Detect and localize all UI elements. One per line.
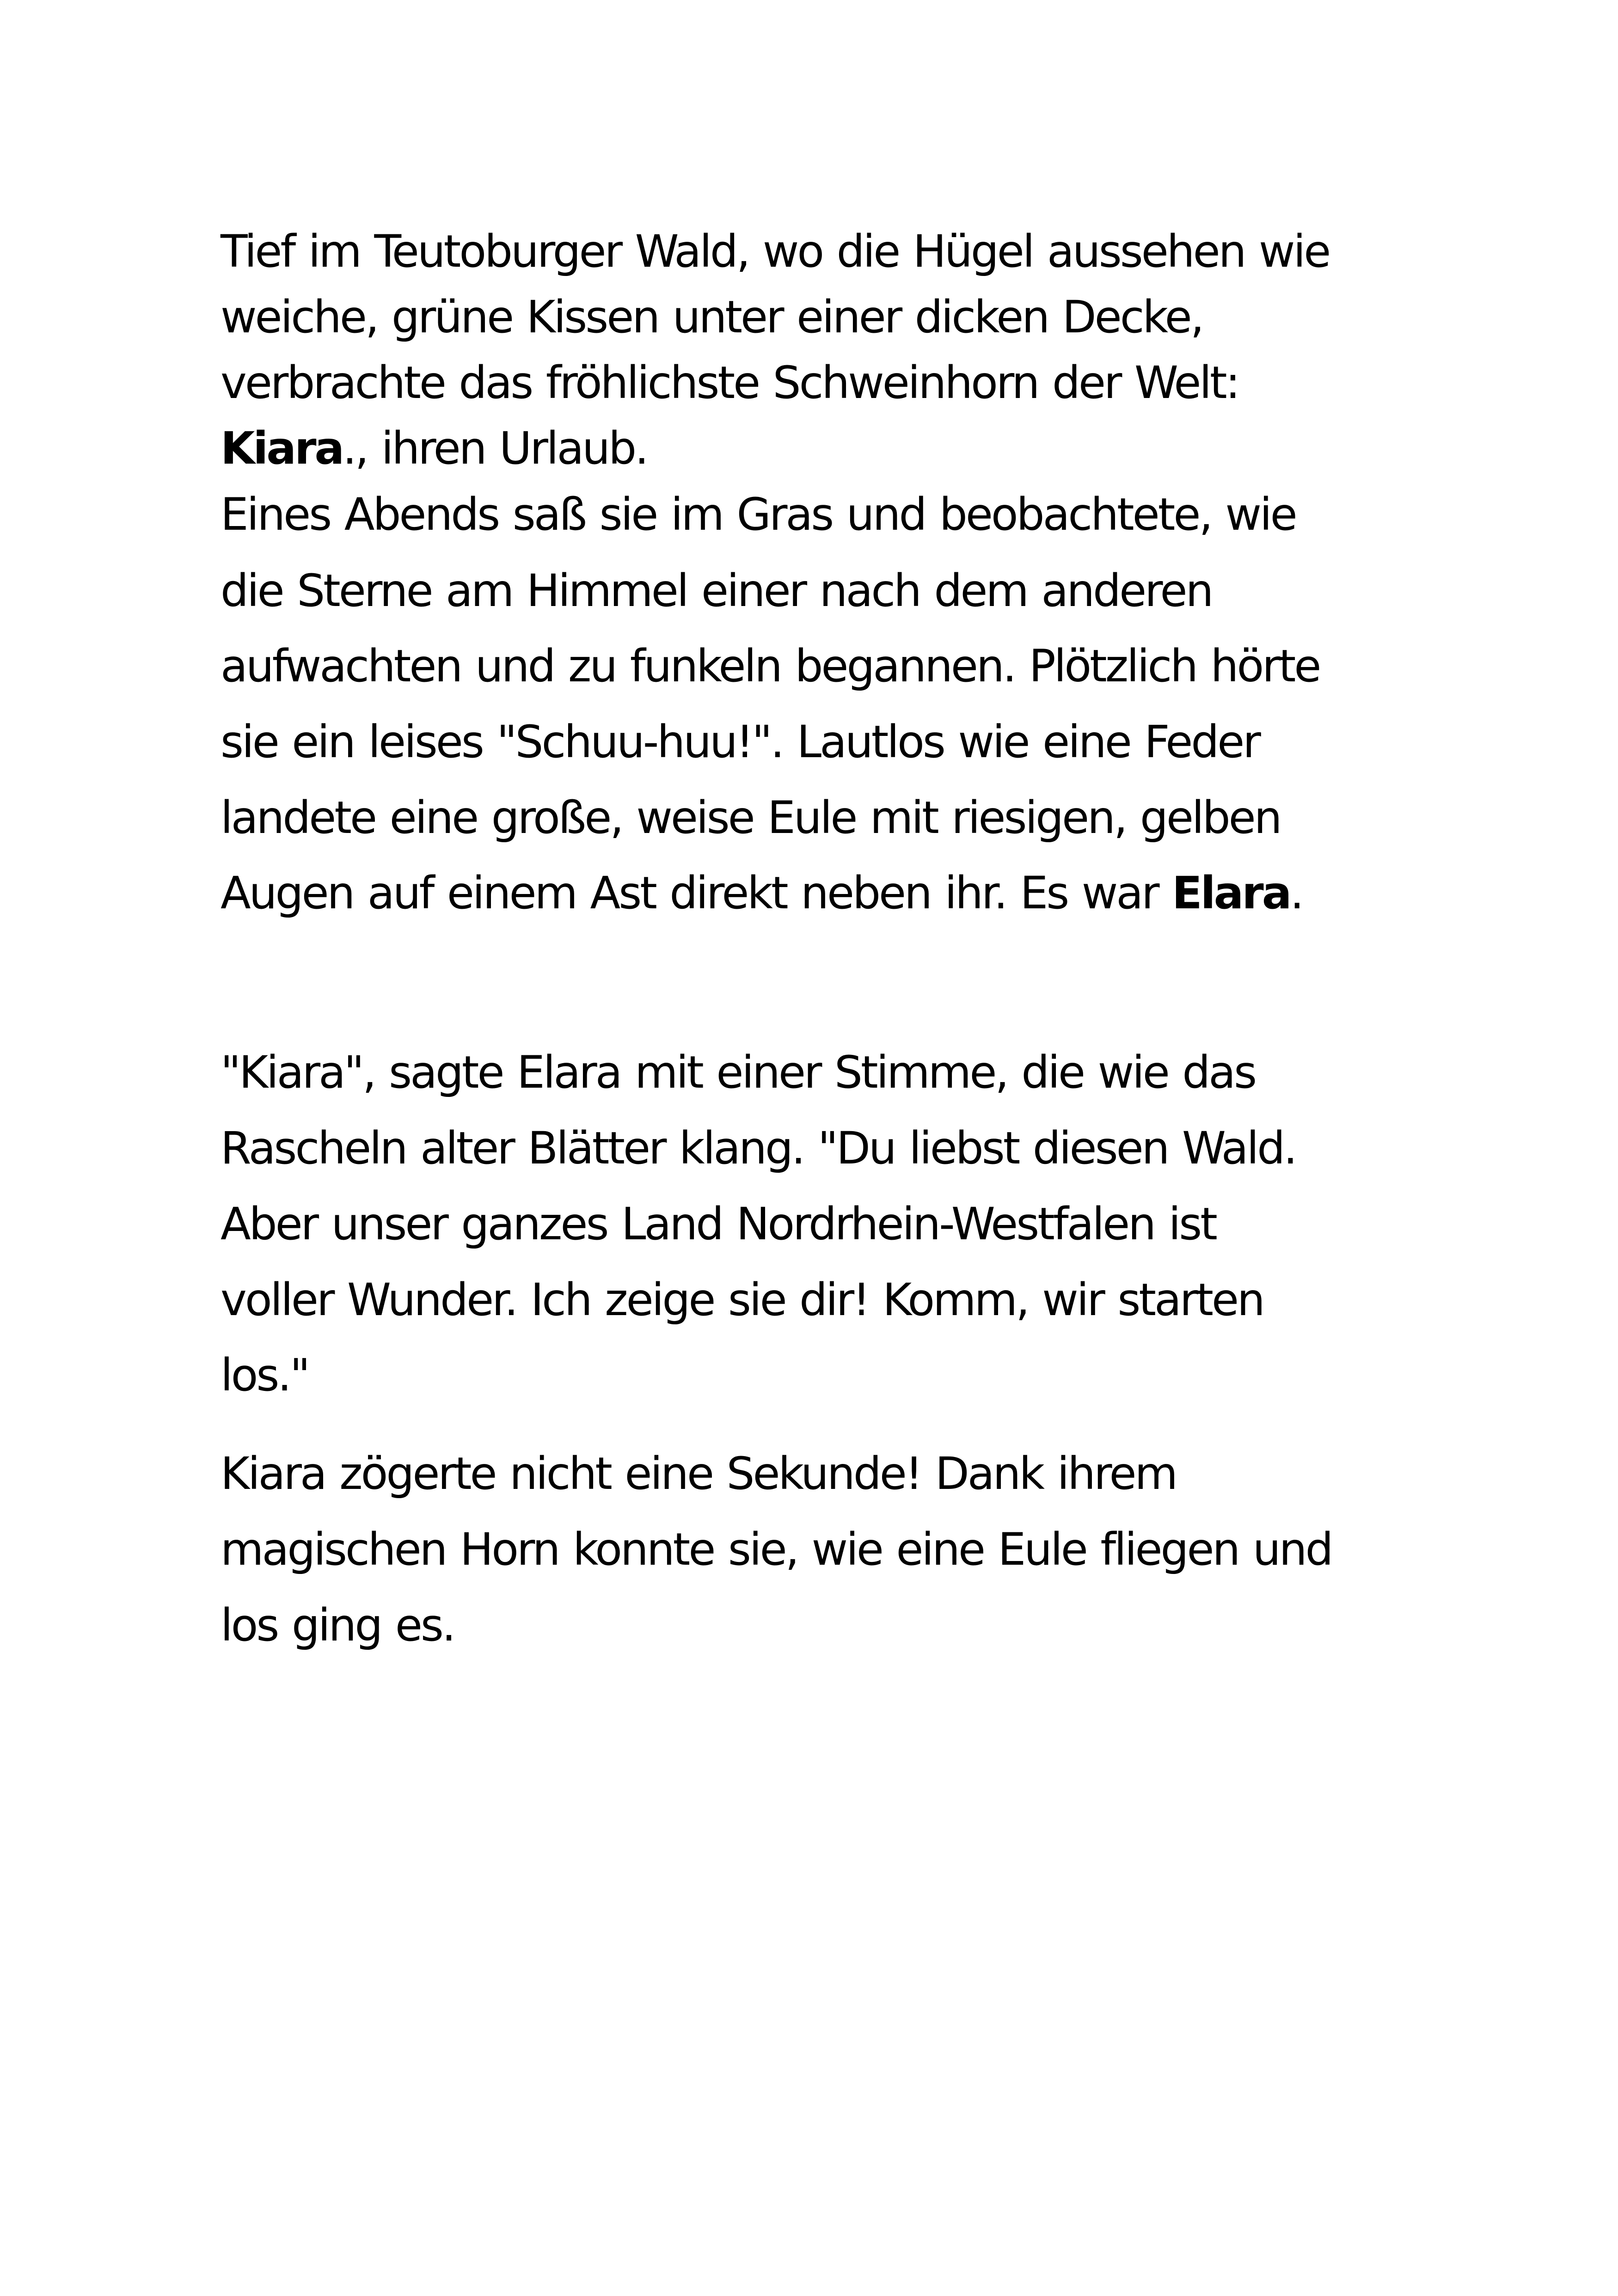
text-line: weiche, grüne Kissen unter einer dicken Decke, xyxy=(221,291,1203,343)
text-line: Aber unser ganzes Land Nordrhein-Westfalen ist xyxy=(221,1198,1216,1250)
text-line: landete eine große, weise Eule mit riesigen, gelben xyxy=(221,792,1281,844)
text-line: Eines Abends saß sie im Gras und beobachtete, wie xyxy=(221,489,1296,540)
text-line: Kiara zögerte nicht eine Sekunde! Dank ihrem xyxy=(221,1448,1177,1500)
text-fragment: . xyxy=(1290,867,1303,919)
name-elara: Elara xyxy=(1172,867,1290,919)
text-line: magischen Horn konnte sie, wie eine Eule fliegen und xyxy=(221,1524,1332,1575)
text-fragment: ., ihren Urlaub. xyxy=(343,422,647,474)
text-line: los ging es. xyxy=(221,1599,454,1651)
text-line: voller Wunder. Ich zeige sie dir! Komm, wir starten xyxy=(221,1274,1263,1326)
text-line: aufwachten und zu funkeln begannen. Plötzlich hörte xyxy=(221,640,1320,692)
text-line xyxy=(221,867,1302,919)
text-line: los." xyxy=(221,1349,309,1401)
text-line: Tief im Teutoburger Wald, wo die Hügel aussehen wie xyxy=(221,226,1330,277)
text-line: sie ein leises "Schuu-huu!". Lautlos wie eine Feder xyxy=(221,716,1259,768)
text-line xyxy=(221,422,647,474)
text-line: "Kiara", sagte Elara mit einer Stimme, die wie das xyxy=(221,1047,1256,1098)
text-fragment: Augen auf einem Ast direkt neben ihr. Es war xyxy=(221,867,1172,919)
text-line: verbrachte das fröhlichste Schweinhorn der Welt: xyxy=(221,357,1239,409)
name-kiara: Kiara xyxy=(221,422,343,474)
text-line: Rascheln alter Blätter klang. "Du liebst diesen Wald. xyxy=(221,1122,1296,1174)
text-line: die Sterne am Himmel einer nach dem anderen xyxy=(221,565,1212,617)
